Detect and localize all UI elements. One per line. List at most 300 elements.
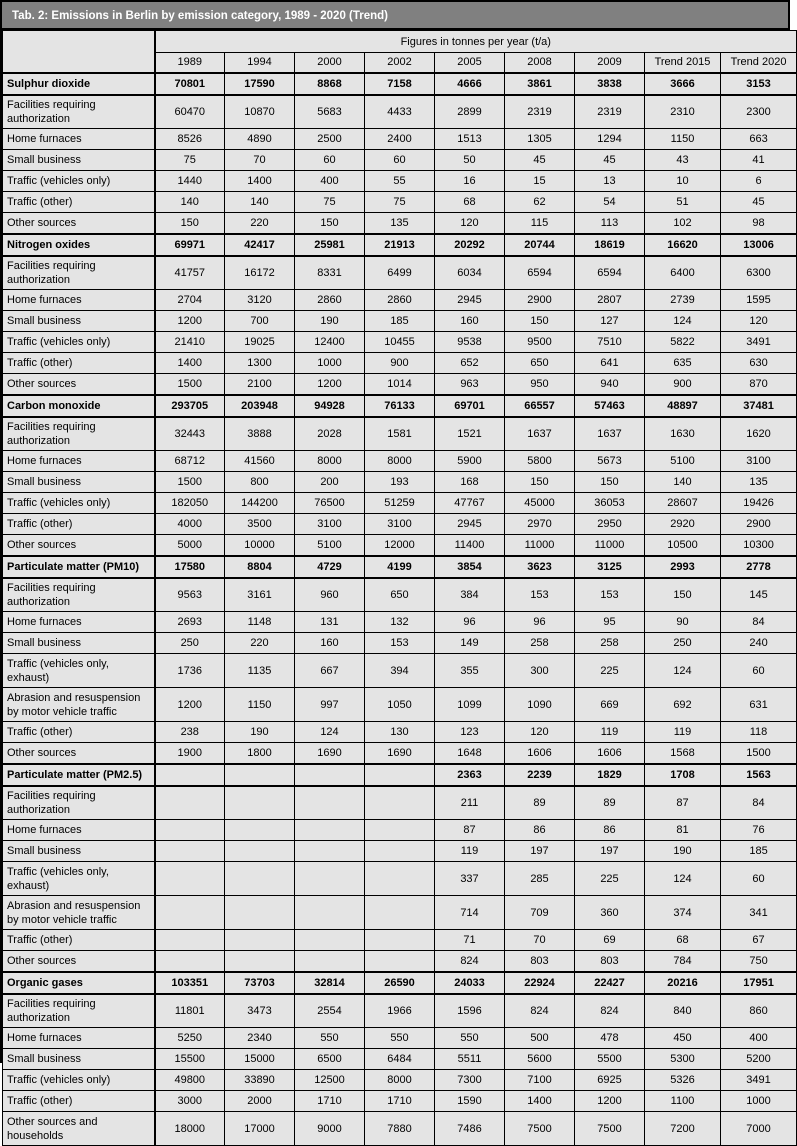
data-cell: 1690	[295, 743, 365, 764]
data-cell: 384	[435, 578, 505, 612]
data-cell: 5800	[505, 451, 575, 472]
data-cell: 400	[295, 171, 365, 192]
data-cell: 1200	[155, 688, 225, 722]
row-label: Small business	[3, 1049, 155, 1070]
data-cell: 150	[505, 472, 575, 493]
category-total-cell: 4729	[295, 556, 365, 578]
data-cell: 8331	[295, 256, 365, 290]
data-cell: 478	[575, 1028, 645, 1049]
data-cell: 102	[645, 213, 721, 234]
data-cell: 47767	[435, 493, 505, 514]
row-label: Facilities requiring authorization	[3, 95, 155, 129]
data-cell: 68	[645, 930, 721, 951]
table-row	[3, 1091, 797, 1112]
data-cell: 3100	[721, 451, 797, 472]
data-cell: 341	[721, 896, 797, 930]
data-cell: 69	[575, 930, 645, 951]
data-cell: 2340	[225, 1028, 295, 1049]
row-label: Traffic (vehicles only)	[3, 332, 155, 353]
data-cell	[295, 862, 365, 896]
data-cell: 709	[505, 896, 575, 930]
table-row	[3, 688, 797, 722]
data-cell: 60	[295, 150, 365, 171]
category-total-cell: 32814	[295, 972, 365, 994]
category-total-cell: 20744	[505, 234, 575, 256]
data-cell: 123	[435, 722, 505, 743]
data-cell: 714	[435, 896, 505, 930]
data-cell: 150	[505, 311, 575, 332]
header-corner-cell	[3, 31, 155, 73]
data-cell: 5683	[295, 95, 365, 129]
data-cell: 860	[721, 994, 797, 1028]
data-cell: 9538	[435, 332, 505, 353]
data-cell	[365, 786, 435, 820]
table-row	[3, 1070, 797, 1091]
data-cell: 630	[721, 353, 797, 374]
data-cell: 450	[645, 1028, 721, 1049]
row-label: Home furnaces	[3, 290, 155, 311]
data-cell: 5673	[575, 451, 645, 472]
data-cell: 120	[505, 722, 575, 743]
table-row	[3, 353, 797, 374]
data-cell: 153	[365, 633, 435, 654]
row-label: Home furnaces	[3, 1028, 155, 1049]
data-cell: 1200	[575, 1091, 645, 1112]
data-cell: 2300	[721, 95, 797, 129]
category-total-cell: 293705	[155, 395, 225, 417]
data-cell: 667	[295, 654, 365, 688]
category-total-cell: 21913	[365, 234, 435, 256]
data-cell: 9000	[295, 1112, 365, 1146]
data-cell: 360	[575, 896, 645, 930]
data-cell: 5900	[435, 451, 505, 472]
data-cell: 1596	[435, 994, 505, 1028]
category-total-cell: 17590	[225, 73, 295, 95]
category-total-cell: 3153	[721, 73, 797, 95]
category-total-cell: 3125	[575, 556, 645, 578]
data-cell: 11801	[155, 994, 225, 1028]
data-cell: 7300	[435, 1070, 505, 1091]
data-cell: 41	[721, 150, 797, 171]
table-row	[3, 862, 797, 896]
data-cell	[225, 786, 295, 820]
row-label: Traffic (vehicles only)	[3, 493, 155, 514]
column-header-2008: 2008	[505, 53, 575, 73]
data-cell: 2500	[295, 129, 365, 150]
row-label: Traffic (vehicles only)	[3, 171, 155, 192]
data-cell	[225, 862, 295, 896]
category-row	[3, 234, 797, 256]
data-cell: 168	[435, 472, 505, 493]
data-cell: 2860	[365, 290, 435, 311]
table-body	[3, 73, 797, 1146]
data-cell: 550	[435, 1028, 505, 1049]
data-cell: 75	[295, 192, 365, 213]
data-cell: 337	[435, 862, 505, 896]
data-cell: 1000	[721, 1091, 797, 1112]
data-cell: 19426	[721, 493, 797, 514]
category-total-cell: 2778	[721, 556, 797, 578]
data-cell: 12500	[295, 1070, 365, 1091]
data-cell: 1620	[721, 417, 797, 451]
category-total-cell	[365, 764, 435, 786]
table-row	[3, 213, 797, 234]
category-total-cell: 94928	[295, 395, 365, 417]
table-row	[3, 820, 797, 841]
data-cell: 60	[365, 150, 435, 171]
category-label: Organic gases	[3, 972, 155, 994]
data-cell: 652	[435, 353, 505, 374]
data-cell: 5600	[505, 1049, 575, 1070]
data-cell: 669	[575, 688, 645, 722]
data-cell: 1606	[575, 743, 645, 764]
data-cell: 250	[645, 633, 721, 654]
data-cell: 10870	[225, 95, 295, 129]
data-cell: 1521	[435, 417, 505, 451]
category-total-cell: 8868	[295, 73, 365, 95]
data-cell	[225, 951, 295, 972]
category-total-cell: 2993	[645, 556, 721, 578]
data-cell: 1710	[365, 1091, 435, 1112]
data-cell: 124	[295, 722, 365, 743]
data-cell: 2319	[505, 95, 575, 129]
data-cell: 10500	[645, 535, 721, 556]
row-label: Other sources and households	[3, 1112, 155, 1146]
table-row	[3, 493, 797, 514]
data-cell: 1637	[575, 417, 645, 451]
category-total-cell	[295, 764, 365, 786]
table-row	[3, 578, 797, 612]
row-label: Abrasion and resuspension by motor vehicle traffic	[3, 688, 155, 722]
data-cell: 950	[505, 374, 575, 395]
data-cell: 86	[505, 820, 575, 841]
data-cell: 550	[295, 1028, 365, 1049]
category-row	[3, 972, 797, 994]
data-cell: 87	[645, 786, 721, 820]
data-cell: 153	[505, 578, 575, 612]
table-row	[3, 150, 797, 171]
data-cell: 67	[721, 930, 797, 951]
data-cell: 132	[365, 612, 435, 633]
category-total-cell: 16620	[645, 234, 721, 256]
table-row	[3, 654, 797, 688]
table-row	[3, 192, 797, 213]
data-cell: 124	[645, 654, 721, 688]
data-cell: 68	[435, 192, 505, 213]
data-cell: 89	[505, 786, 575, 820]
data-cell: 15500	[155, 1049, 225, 1070]
data-cell: 2945	[435, 514, 505, 535]
data-cell: 11000	[505, 535, 575, 556]
data-cell: 1100	[645, 1091, 721, 1112]
data-cell: 1000	[295, 353, 365, 374]
data-cell: 86	[575, 820, 645, 841]
row-label: Traffic (other)	[3, 722, 155, 743]
data-cell: 8000	[365, 451, 435, 472]
data-cell: 60470	[155, 95, 225, 129]
category-total-cell: 18619	[575, 234, 645, 256]
data-cell: 824	[435, 951, 505, 972]
data-cell: 870	[721, 374, 797, 395]
data-cell: 4000	[155, 514, 225, 535]
data-cell: 1135	[225, 654, 295, 688]
row-label: Small business	[3, 841, 155, 862]
data-cell: 140	[225, 192, 295, 213]
data-cell: 2920	[645, 514, 721, 535]
data-cell: 10455	[365, 332, 435, 353]
category-label: Particulate matter (PM10)	[3, 556, 155, 578]
data-cell: 150	[645, 578, 721, 612]
data-cell: 160	[295, 633, 365, 654]
data-cell: 3161	[225, 578, 295, 612]
data-cell: 1800	[225, 743, 295, 764]
data-cell: 12000	[365, 535, 435, 556]
data-cell: 200	[295, 472, 365, 493]
category-total-cell: 76133	[365, 395, 435, 417]
data-cell: 700	[225, 311, 295, 332]
data-cell: 1590	[435, 1091, 505, 1112]
data-cell: 2000	[225, 1091, 295, 1112]
data-cell: 60	[721, 654, 797, 688]
row-label: Small business	[3, 472, 155, 493]
data-cell: 963	[435, 374, 505, 395]
data-cell: 190	[645, 841, 721, 862]
data-cell	[295, 930, 365, 951]
data-cell: 5511	[435, 1049, 505, 1070]
data-cell: 1637	[505, 417, 575, 451]
data-cell: 7200	[645, 1112, 721, 1146]
data-cell: 5000	[155, 535, 225, 556]
category-total-cell: 24033	[435, 972, 505, 994]
data-cell: 650	[365, 578, 435, 612]
category-total-cell: 203948	[225, 395, 295, 417]
data-cell: 71	[435, 930, 505, 951]
data-cell: 900	[645, 374, 721, 395]
data-cell: 144200	[225, 493, 295, 514]
data-cell: 43	[645, 150, 721, 171]
data-cell: 10	[645, 171, 721, 192]
data-cell: 1500	[155, 374, 225, 395]
data-cell: 11000	[575, 535, 645, 556]
data-cell: 550	[365, 1028, 435, 1049]
category-total-cell: 8804	[225, 556, 295, 578]
category-total-cell: 1563	[721, 764, 797, 786]
data-cell	[155, 841, 225, 862]
table-row	[3, 417, 797, 451]
category-label: Sulphur dioxide	[3, 73, 155, 95]
row-label: Traffic (other)	[3, 930, 155, 951]
data-cell: 997	[295, 688, 365, 722]
data-cell: 374	[645, 896, 721, 930]
data-cell: 68712	[155, 451, 225, 472]
data-cell: 4890	[225, 129, 295, 150]
data-cell: 3100	[295, 514, 365, 535]
category-total-cell: 73703	[225, 972, 295, 994]
data-cell: 2739	[645, 290, 721, 311]
category-total-cell: 4666	[435, 73, 505, 95]
data-cell: 1400	[225, 171, 295, 192]
data-cell: 18000	[155, 1112, 225, 1146]
data-cell: 7510	[575, 332, 645, 353]
category-total-cell: 37481	[721, 395, 797, 417]
category-total-cell: 1829	[575, 764, 645, 786]
data-cell: 70	[225, 150, 295, 171]
row-label: Traffic (other)	[3, 1091, 155, 1112]
row-label: Facilities requiring authorization	[3, 417, 155, 451]
data-cell: 140	[155, 192, 225, 213]
data-cell: 750	[721, 951, 797, 972]
data-cell: 41560	[225, 451, 295, 472]
data-cell: 75	[155, 150, 225, 171]
data-cell: 2899	[435, 95, 505, 129]
table-row	[3, 743, 797, 764]
data-cell: 1090	[505, 688, 575, 722]
category-label: Particulate matter (PM2.5)	[3, 764, 155, 786]
data-cell: 6400	[645, 256, 721, 290]
data-cell: 16	[435, 171, 505, 192]
data-cell: 663	[721, 129, 797, 150]
data-cell: 500	[505, 1028, 575, 1049]
data-cell: 1568	[645, 743, 721, 764]
category-total-cell: 3666	[645, 73, 721, 95]
category-total-cell: 4199	[365, 556, 435, 578]
data-cell: 355	[435, 654, 505, 688]
data-cell: 258	[575, 633, 645, 654]
data-cell: 3491	[721, 1070, 797, 1091]
data-cell: 5100	[645, 451, 721, 472]
data-cell: 631	[721, 688, 797, 722]
data-cell: 127	[575, 311, 645, 332]
data-cell	[295, 820, 365, 841]
table-row	[3, 786, 797, 820]
data-cell: 3000	[155, 1091, 225, 1112]
data-cell	[155, 896, 225, 930]
data-cell: 840	[645, 994, 721, 1028]
data-cell: 5100	[295, 535, 365, 556]
data-cell: 1690	[365, 743, 435, 764]
data-cell: 49800	[155, 1070, 225, 1091]
data-cell: 1500	[721, 743, 797, 764]
data-cell: 2100	[225, 374, 295, 395]
data-cell	[365, 820, 435, 841]
table-row	[3, 841, 797, 862]
data-cell: 76	[721, 820, 797, 841]
data-cell: 6499	[365, 256, 435, 290]
category-row	[3, 556, 797, 578]
data-cell: 803	[575, 951, 645, 972]
column-header-1989: 1989	[155, 53, 225, 73]
data-cell: 7880	[365, 1112, 435, 1146]
data-cell: 182050	[155, 493, 225, 514]
data-cell: 5822	[645, 332, 721, 353]
table-head	[3, 31, 797, 73]
table-row	[3, 612, 797, 633]
table-row	[3, 896, 797, 930]
table-row	[3, 535, 797, 556]
data-cell: 2900	[505, 290, 575, 311]
row-label: Facilities requiring authorization	[3, 578, 155, 612]
category-total-cell: 103351	[155, 972, 225, 994]
category-total-cell: 22427	[575, 972, 645, 994]
category-total-cell: 3623	[505, 556, 575, 578]
category-total-cell: 20216	[645, 972, 721, 994]
data-cell: 75	[365, 192, 435, 213]
table-row	[3, 930, 797, 951]
category-total-cell: 69701	[435, 395, 505, 417]
data-cell: 6484	[365, 1049, 435, 1070]
data-cell: 149	[435, 633, 505, 654]
data-cell: 1648	[435, 743, 505, 764]
data-cell: 1305	[505, 129, 575, 150]
category-total-cell	[155, 764, 225, 786]
category-total-cell: 13006	[721, 234, 797, 256]
data-cell: 89	[575, 786, 645, 820]
data-cell: 900	[365, 353, 435, 374]
table-title: Tab. 2: Emissions in Berlin by emission category, 1989 - 2020 (Trend)	[2, 2, 788, 30]
data-cell: 60	[721, 862, 797, 896]
table-row	[3, 332, 797, 353]
data-cell: 2704	[155, 290, 225, 311]
data-cell: 150	[155, 213, 225, 234]
data-cell: 211	[435, 786, 505, 820]
data-cell: 2860	[295, 290, 365, 311]
data-cell: 803	[505, 951, 575, 972]
table-row	[3, 171, 797, 192]
data-cell: 87	[435, 820, 505, 841]
column-header-2002: 2002	[365, 53, 435, 73]
category-total-cell: 57463	[575, 395, 645, 417]
category-total-cell: 7158	[365, 73, 435, 95]
data-cell: 76500	[295, 493, 365, 514]
data-cell: 8526	[155, 129, 225, 150]
data-cell: 119	[575, 722, 645, 743]
data-cell: 119	[645, 722, 721, 743]
data-cell: 185	[721, 841, 797, 862]
row-label: Traffic (vehicles only, exhaust)	[3, 862, 155, 896]
data-cell: 6034	[435, 256, 505, 290]
data-cell: 1595	[721, 290, 797, 311]
data-cell: 2400	[365, 129, 435, 150]
data-cell: 1294	[575, 129, 645, 150]
data-cell: 1400	[155, 353, 225, 374]
category-total-cell: 20292	[435, 234, 505, 256]
data-cell: 1630	[645, 417, 721, 451]
data-cell: 1050	[365, 688, 435, 722]
data-cell: 11400	[435, 535, 505, 556]
data-cell: 95	[575, 612, 645, 633]
category-total-cell: 42417	[225, 234, 295, 256]
row-label: Small business	[3, 150, 155, 171]
data-cell: 140	[645, 472, 721, 493]
data-cell: 940	[575, 374, 645, 395]
data-cell: 285	[505, 862, 575, 896]
category-total-cell: 69971	[155, 234, 225, 256]
row-label: Home furnaces	[3, 451, 155, 472]
data-cell: 36053	[575, 493, 645, 514]
data-cell: 62	[505, 192, 575, 213]
data-cell: 45	[575, 150, 645, 171]
category-total-cell: 3861	[505, 73, 575, 95]
data-cell: 124	[645, 862, 721, 896]
data-cell: 9563	[155, 578, 225, 612]
category-total-cell: 1708	[645, 764, 721, 786]
row-label: Other sources	[3, 374, 155, 395]
column-header-trend-2015: Trend 2015	[645, 53, 721, 73]
table-row	[3, 95, 797, 129]
data-cell	[155, 862, 225, 896]
data-cell	[295, 951, 365, 972]
row-label: Traffic (other)	[3, 514, 155, 535]
